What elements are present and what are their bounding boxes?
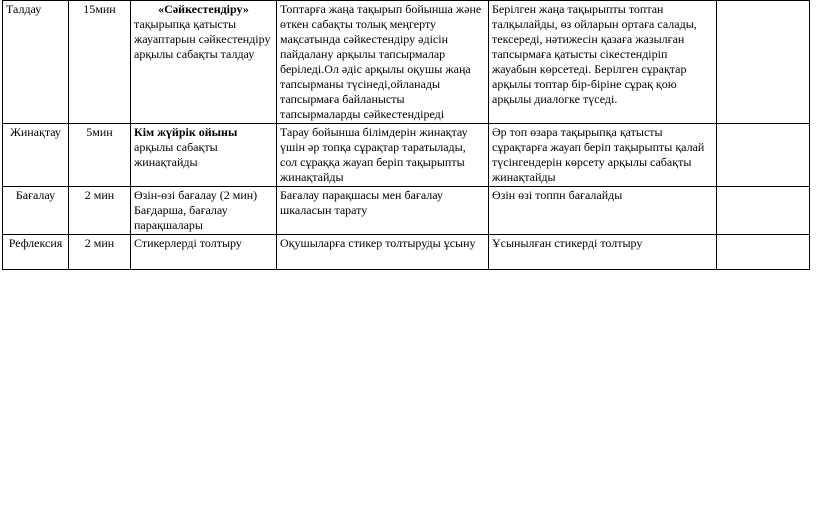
empty-cell (717, 124, 810, 187)
method-text: арқылы сабақты жинақтайды (134, 140, 218, 169)
method-text: тақырыпқа қатысты жауаптарын сәйкестендіру арқылы сабақты талдау (134, 17, 271, 61)
empty-cell (717, 187, 810, 235)
teacher-activity-cell: Бағалау парақшасы мен бағалау шкаласын тарату (277, 187, 489, 235)
time-cell: 15мин (69, 1, 131, 124)
teacher-activity-cell: Тарау бойынша білімдерін жинақтау үшін әр топқа сұрақтар таратылады, сол сұраққа жауап беріп тақырыпты жинақтайды (277, 124, 489, 187)
stage-cell: Жинақтау (3, 124, 69, 187)
table-row (3, 187, 810, 235)
time-cell: 2 мин (69, 235, 131, 270)
time-cell: 2 мин (69, 187, 131, 235)
empty-cell (717, 235, 810, 270)
stage-cell: Бағалау (3, 187, 69, 235)
time-cell: 5мин (69, 124, 131, 187)
method-cell (131, 124, 277, 187)
method-cell (131, 187, 277, 235)
method-title: Кім жүйрік ойыны (134, 125, 238, 139)
stage-cell: Рефлексия (3, 235, 69, 270)
method-text: Стикерлерді толтыру (134, 236, 242, 250)
table-row (3, 1, 810, 124)
method-text: Өзін-өзі бағалау (2 мин) Бағдарша, бағалау парақшалары (134, 188, 258, 232)
stage-cell: Талдау (3, 1, 69, 124)
method-title: «Сәйкестендіру» (158, 2, 249, 16)
student-activity-cell: Әр топ өзара тақырыпқа қатысты сұрақтарға жауап беріп тақырыпты қалай түсінгендерін көрсету арқылы сабақты жинақтайды (489, 124, 717, 187)
lesson-plan-table (2, 0, 810, 270)
empty-cell (717, 1, 810, 124)
teacher-activity-cell: Оқушыларға стикер толтыруды ұсыну (277, 235, 489, 270)
student-activity-cell: Өзін өзі топпн бағалайды (489, 187, 717, 235)
method-cell (131, 1, 277, 124)
student-activity-cell: Берілген жаңа тақырыпты топтан талқылайды, өз ойларын ортаға салады, тексереді, нәтижесін қазаға жазылған тапсырмаға қатысты сікестендіріп жауабын көрсетеді. Берілген сұрақтар арқылы топтар бір-біріне сұрақ қою арқылы диалогке түседі. (489, 1, 717, 124)
teacher-activity-cell: Топтарға жаңа тақырып бойынша және өткен сабақты толық меңгерту мақсатында сәйкестендіру әдісін пайдалану арқылы тапсырмалар беріледі.Ол әдіс арқылы оқушы жаңа тапсырманы түсінеді,ойланады тапсырмаға байланысты тапсырмаларды сәйкестендіреді (277, 1, 489, 124)
table-row (3, 235, 810, 270)
student-activity-cell: Ұсынылған стикерді толтыру (489, 235, 717, 270)
table-row (3, 124, 810, 187)
method-cell (131, 235, 277, 270)
